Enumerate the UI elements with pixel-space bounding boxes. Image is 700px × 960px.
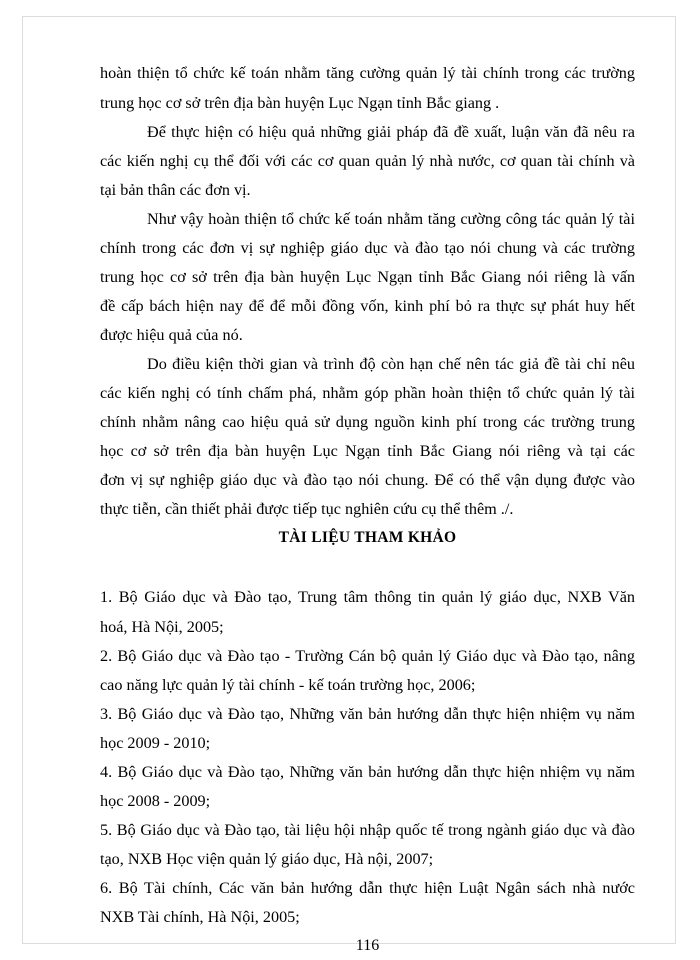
body-line-8: trung học cơ sở trên địa bàn huyện Lục Ngạn tỉnh Bắc Giang nói riêng là vấn: [100, 268, 635, 286]
body-line-5: tại bản thân các đơn vị.: [100, 181, 251, 199]
reference-line-3: 2. Bộ Giáo dục và Đào tạo - Trường Cán bộ quản lý Giáo dục và Đào tạo, nâng: [100, 647, 635, 665]
body-line-16: thực tiễn, cần thiết phải được tiếp tục nghiên cứu cụ thể thêm ./.: [100, 500, 514, 518]
body-line-12: các kiến nghị có tính chấm phá, nhằm góp phần hoàn thiện tổ chức quản lý tài: [100, 384, 635, 402]
body-line-1: hoàn thiện tổ chức kế toán nhằm tăng cường quản lý tài chính trong các trường: [100, 64, 635, 82]
reference-line-10: tạo, NXB Học viện quản lý giáo dục, Hà nội, 2007;: [100, 850, 434, 868]
reference-line-8: học 2008 - 2009;: [100, 792, 211, 810]
body-line-4: các kiến nghị cụ thể đối với các cơ quan quản lý nhà nước, cơ quan tài chính và: [100, 152, 635, 170]
reference-line-6: học 2009 - 2010;: [100, 734, 211, 752]
reference-line-5: 3. Bộ Giáo dục và Đào tạo, Những văn bản hướng dẫn thực hiện nhiệm vụ năm: [100, 705, 635, 723]
body-line-6: Như vậy hoàn thiện tổ chức kế toán nhằm tăng cường công tác quản lý tài: [147, 210, 635, 228]
reference-line-1: 1. Bộ Giáo dục và Đào tạo, Trung tâm thông tin quản lý giáo dục, NXB Văn: [100, 588, 635, 606]
body-line-15: đơn vị sự nghiệp giáo dục và đào tạo nói chung. Để có thể vận dụng được vào: [100, 471, 635, 489]
page-number: 116: [355, 937, 380, 954]
reference-line-4: cao năng lực quản lý tài chính - kế toán trường học, 2006;: [100, 676, 476, 694]
reference-line-7: 4. Bộ Giáo dục và Đào tạo, Những văn bản hướng dẫn thực hiện nhiệm vụ năm: [100, 763, 635, 781]
reference-line-2: hoá, Hà Nội, 2005;: [100, 618, 224, 636]
body-line-11: Do điều kiện thời gian và trình độ còn hạn chế nên tác giả đề tài chỉ nêu: [147, 355, 635, 373]
references-heading: TÀI LIỆU THAM KHẢO: [278, 529, 457, 546]
reference-line-9: 5. Bộ Giáo dục và Đào tạo, tài liệu hội nhập quốc tế trong ngành giáo dục và đào: [100, 821, 635, 839]
reference-line-11: 6. Bộ Tài chính, Các văn bản hướng dẫn thực hiện Luật Ngân sách nhà nước: [100, 879, 635, 897]
body-line-3: Để thực hiện có hiệu quả những giải pháp đã đề xuất, luận văn đã nêu ra: [147, 123, 635, 141]
reference-line-12: NXB Tài chính, Hà Nội, 2005;: [100, 908, 300, 926]
body-line-14: học cơ sở trên địa bàn huyện Lục Ngạn tỉnh Bắc Giang nói riêng và tại các: [100, 442, 635, 460]
body-line-7: chính trong các đơn vị sự nghiệp giáo dục và đào tạo nói chung và các trường: [100, 239, 635, 257]
body-line-13: chính nhằm nâng cao hiệu quả sử dụng nguồn kinh phí trong các trường trung: [100, 413, 635, 431]
body-line-9: đề cấp bách hiện nay để để mỗi đồng vốn, kinh phí bỏ ra thực sự phát huy hết: [100, 297, 635, 315]
body-line-2: trung học cơ sở trên địa bàn huyện Lục Ngạn tỉnh Bắc giang .: [100, 94, 500, 112]
body-line-10: được hiệu quả của nó.: [100, 326, 243, 344]
